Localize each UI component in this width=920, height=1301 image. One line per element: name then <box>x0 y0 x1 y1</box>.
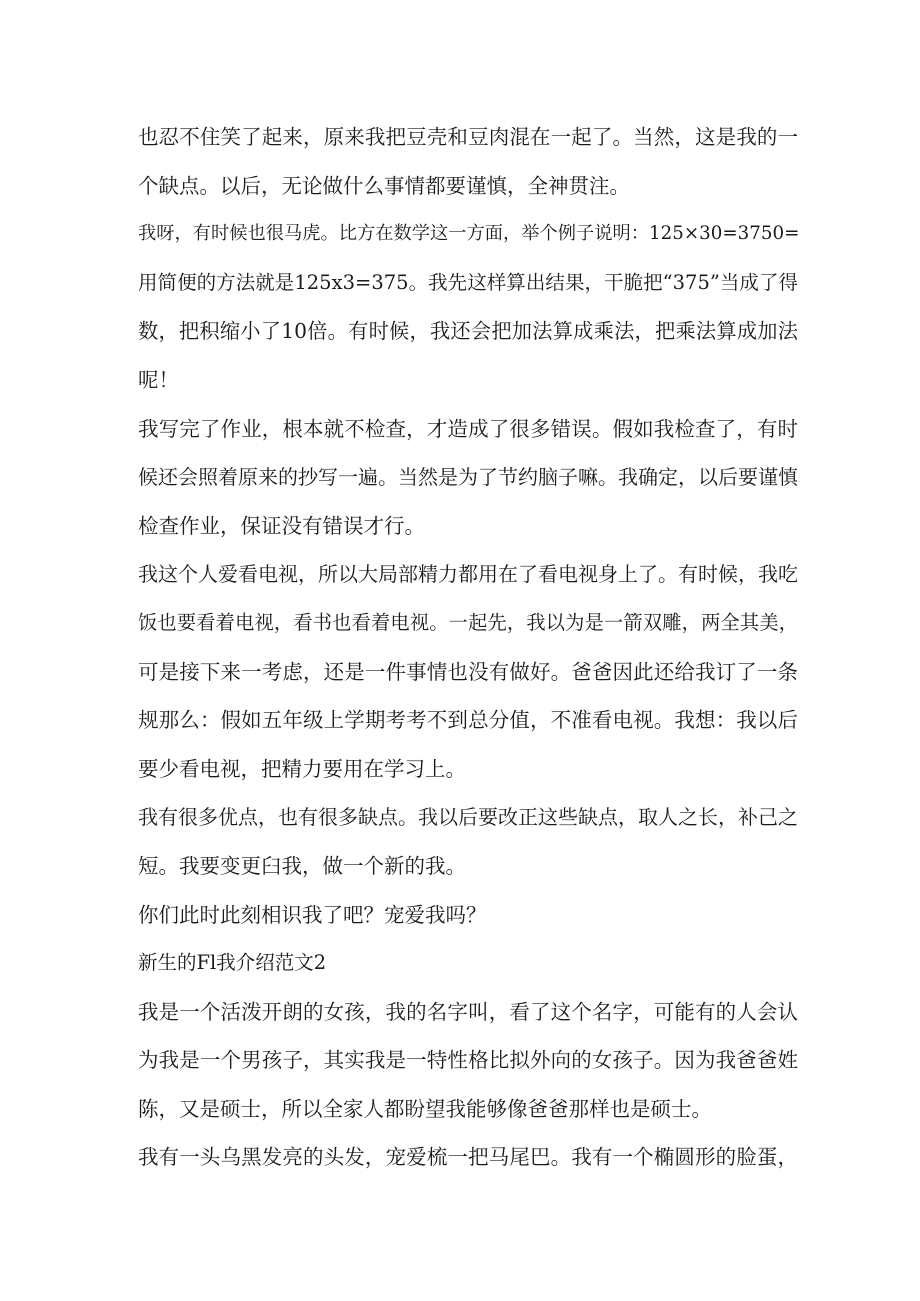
text-line: 我呀，有时候也很马虎。比方在数学这一方面，举个例子说明：125×30=3750= <box>138 223 800 245</box>
text-line: 要少看电视，把精力要用在学习上。 <box>138 756 466 781</box>
text-line: 为我是一个男孩子，其实我是一特性格比拟外向的女孩子。因为我爸爸姓 <box>138 1048 798 1073</box>
text-line: 用简便的方法就是125x3=375。我先这样算出结果，干脆把“375”当成了得 <box>138 270 798 294</box>
text-line: 我有很多优点，也有很多缺点。我以后要改正这些缺点，取人之长，补己之 <box>138 805 798 830</box>
text-line: 也忍不住笑了起来，原来我把豆壳和豆肉混在一起了。当然，这是我的一 <box>138 125 798 149</box>
text-line: 陈，又是硕士，所以全家人都盼望我能够像爸爸那样也是硕士。 <box>138 1096 712 1121</box>
text-line: 数，把积缩小了10倍。有时候，我还会把加法算成乘法，把乘法算成加法 <box>138 319 798 344</box>
text-line: 我有一头乌黑发亮的头发，宠爱梳一把马尾巴。我有一个椭圆形的脸蛋， <box>138 1145 798 1170</box>
text-line: 饭也要看着电视，看书也看着电视。一起先，我以为是一箭双雕，两全其美， <box>138 610 798 634</box>
text-line: 你们此时此刻相识我了吧？宠爱我吗？ <box>138 902 487 927</box>
text-line: 我这个人爱看电视，所以大局部精力都用在了看电视身上了。有时候，我吃 <box>138 562 798 587</box>
text-line: 候还会照着原来的抄写一遍。当然是为了节约脑子嘛。我确定，以后要谨慎 <box>138 465 798 490</box>
text-line: 个缺点。以后，无论做什么事情都要谨慎，全神贯注。 <box>138 173 630 198</box>
text-line: 短。我要变更臼我，做一个新的我。 <box>138 853 466 878</box>
section-heading: 新生的Fl我介绍范文2 <box>138 951 327 975</box>
text-line: 检查作业，保证没有错误才行。 <box>138 513 425 538</box>
text-line: 规那么：假如五年级上学期考考不到总分值，不准看电视。我想：我以后 <box>138 708 798 733</box>
text-line: 可是接下来一考虑，还是一件事情也没有做好。爸爸因此还给我订了一条 <box>138 659 798 684</box>
text-line: 我写完了作业，根本就不检查，才造成了很多错误。假如我检查了，有时 <box>138 416 798 441</box>
text-line: 我是一个活泼开朗的女孩，我的名字叫，看了这个名字，可能有的人会认 <box>138 999 798 1024</box>
text-line: 呢！ <box>138 367 179 392</box>
document-body <box>138 113 798 1182</box>
